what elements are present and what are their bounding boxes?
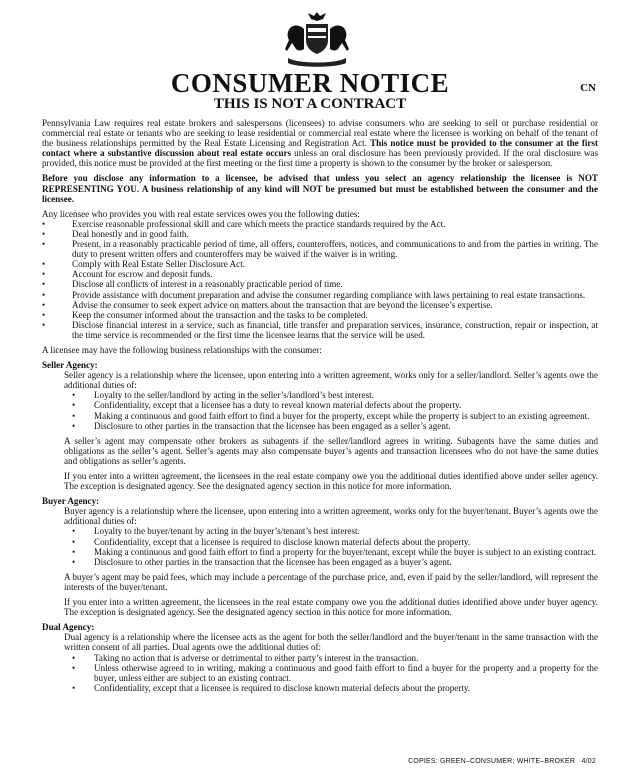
seller-agency-section — [42, 370, 598, 491]
dual-agency-section — [42, 632, 598, 693]
form-code: CN — [580, 82, 596, 94]
seller-subagent-paragraph: A seller’s agent may compensate other brokers as subagents if the seller/landlord agrees in writing. Subagents have the same duties and obligations as the seller’s agent. Seller’s agents may also compensate buyer’s agents and transaction licensees who do not have the same duties and obligations as seller’s agents. — [64, 435, 598, 466]
page-subtitle: THIS IS NOT A CONTRACT — [213, 96, 407, 112]
footer-copies — [408, 758, 596, 765]
buyer-duties-list — [64, 526, 598, 566]
seller-duties-list — [64, 390, 598, 430]
list-item: • Confidentiality, except that a licensee has a duty to reveal known material defects about the property. — [64, 400, 598, 410]
intro-paragraph — [42, 118, 598, 168]
list-item: • Deal honestly and in good faith. — [42, 229, 598, 239]
list-item: • Confidentiality, except that a licensee is required to disclose known material defects about the property. — [64, 683, 598, 693]
list-item: • Confidentiality, except that a licensee is required to disclose known material defects about the property. — [64, 537, 598, 547]
buyer-written-agreement-paragraph: If you enter into a written agreement, the licensees in the real estate company owe you the additional duties identified above under buyer agency. The exception is designated agency. See the designated agency section in this notice for more information. — [64, 597, 598, 618]
list-item: • Comply with Real Estate Seller Disclosure Act. — [42, 259, 598, 269]
dual-agency-heading: Dual Agency: — [42, 622, 95, 633]
buyer-agency-definition: Buyer agency is a relationship where the licensee, upon entering into a written agreement, works only for the buyer/tenant. Buyer’s agents owe the additional duties of: — [64, 506, 598, 527]
intro-text: Pennsylvania Law requires real estate brokers and salespersons (licensees) to advise consumers who are seeking to sell or purchase residential or commercial real estate or tenants who are seeking to lease residential or commercial real estate where the licensee is working on behalf of the tenant of the business relationships permitted by the Real Estate Licensing and Registration Act. — [42, 118, 598, 149]
list-item: • Disclose financial interest in a service, such as financial, title transfer and preparation services, insurance, construction, repair or inspection, at the time service is recommended or the first time the licensee learns that the service will be used. — [42, 320, 598, 340]
seller-agency-heading: Seller Agency: — [42, 360, 98, 371]
list-item: • Taking no action that is adverse or detrimental to either party’s interest in the transaction. — [64, 653, 598, 663]
seller-agency-definition: Seller agency is a relationship where the licensee, upon entering into a written agreement, works only for a seller/landlord. Seller’s agents owe the additional duties of: — [64, 370, 598, 391]
warning-paragraph: Before you disclose any information to a licensee, be advised that unless you select an agency relationship the licensee is NOT REPRESENTING YOU. A business relationship of any kind will NOT be presumed but must be established between the consumer and the licensee. — [42, 173, 598, 204]
intro-tail-text: unless an oral disclosure has been previously provided. If the oral disclosure was provided, this notice must be provided at the first meeting or the first time a property is shown to the consumer by the broker or salesperson. — [42, 148, 598, 169]
list-item: • Advise the consumer to seek expert advice on matters about the transaction that are beyond the licensee’s expertise. — [42, 300, 598, 310]
list-item: • Loyalty to the buyer/tenant by acting in the buyer’s/tenant’s best interest. — [64, 526, 598, 536]
list-item: • Exercise reasonable professional skill and care which meets the practice standards required by the Act. — [42, 219, 598, 229]
dual-duties-list — [64, 653, 598, 693]
relationships-lead: A licensee may have the following business relationships with the consumer: — [42, 344, 322, 355]
list-item: • Keep the consumer informed about the transaction and the tasks to be completed. — [42, 310, 598, 320]
pennsylvania-seal-icon — [284, 10, 350, 68]
intro-bold-text: This notice must be provided to the consumer at the first contact where a substantive discussion about real estate occurs — [42, 138, 598, 159]
list-item: • Present, in a reasonably practicable period of time, all offers, counteroffers, notices, and communications to and from the parties in writing. The duty to present written offers and counteroffers may be waived if the waiver is in writing. — [42, 239, 598, 259]
list-item: • Disclosure to other parties in the transaction that the licensee has been engaged as a seller’s agent. — [64, 421, 598, 431]
footer-date: 4/02 — [581, 758, 596, 765]
dual-agency-definition: Dual agency is a relationship where the licensee acts as the agent for both the seller/landlord and the buyer/tenant in the same transaction with the written consent of all parties. Dual agents owe the additional duties of: — [64, 632, 598, 653]
duties-list — [42, 219, 598, 340]
list-item: • Unless otherwise agreed to in writing, making a continuous and good faith effort to find a buyer for the property and a property for the buyer, unless either are subject to an existing contract. — [64, 663, 598, 683]
notice-body — [42, 118, 598, 693]
page-title: CONSUMER NOTICE — [170, 68, 450, 98]
list-item: • Making a continuous and good faith effort to find a buyer for the property, except while the property is subject to an existing agreement. — [64, 411, 598, 421]
list-item: • Making a continuous and good faith effort to find a property for the buyer/tenant, except while the buyer is subject to an existing contract. — [64, 547, 598, 557]
buyer-agency-section — [42, 506, 598, 617]
seller-written-agreement-paragraph: If you enter into a written agreement, the licensees in the real estate company owe you the additional duties identified above under seller agency. The exception is designated agency. See the designated agency section in this notice for more information. — [64, 471, 598, 492]
list-item: • Account for escrow and deposit funds. — [42, 269, 598, 279]
buyer-fees-paragraph: A buyer’s agent may be paid fees, which may include a percentage of the purchase price, and, even if paid by the seller/landlord, will represent the interests of the buyer/tenant. — [64, 571, 598, 592]
list-item: • Loyalty to the seller/landlord by acting in the seller’s/landlord’s best interest. — [64, 390, 598, 400]
list-item: • Disclosure to other parties in the transaction that the licensee has been engaged as a buyer’s agent. — [64, 557, 598, 567]
list-item: • Provide assistance with document preparation and advise the consumer regarding compliance with laws pertaining to real estate transactions. — [42, 290, 598, 300]
footer-copies-text: COPIES: GREEN–CONSUMER; WHITE–BROKER — [408, 758, 576, 765]
duties-lead: Any licensee who provides you with real estate services owes you the following duties: — [42, 208, 360, 219]
buyer-agency-heading: Buyer Agency: — [42, 496, 100, 507]
list-item: • Disclose all conflicts of interest in a reasonably practicable period of time. — [42, 279, 598, 289]
